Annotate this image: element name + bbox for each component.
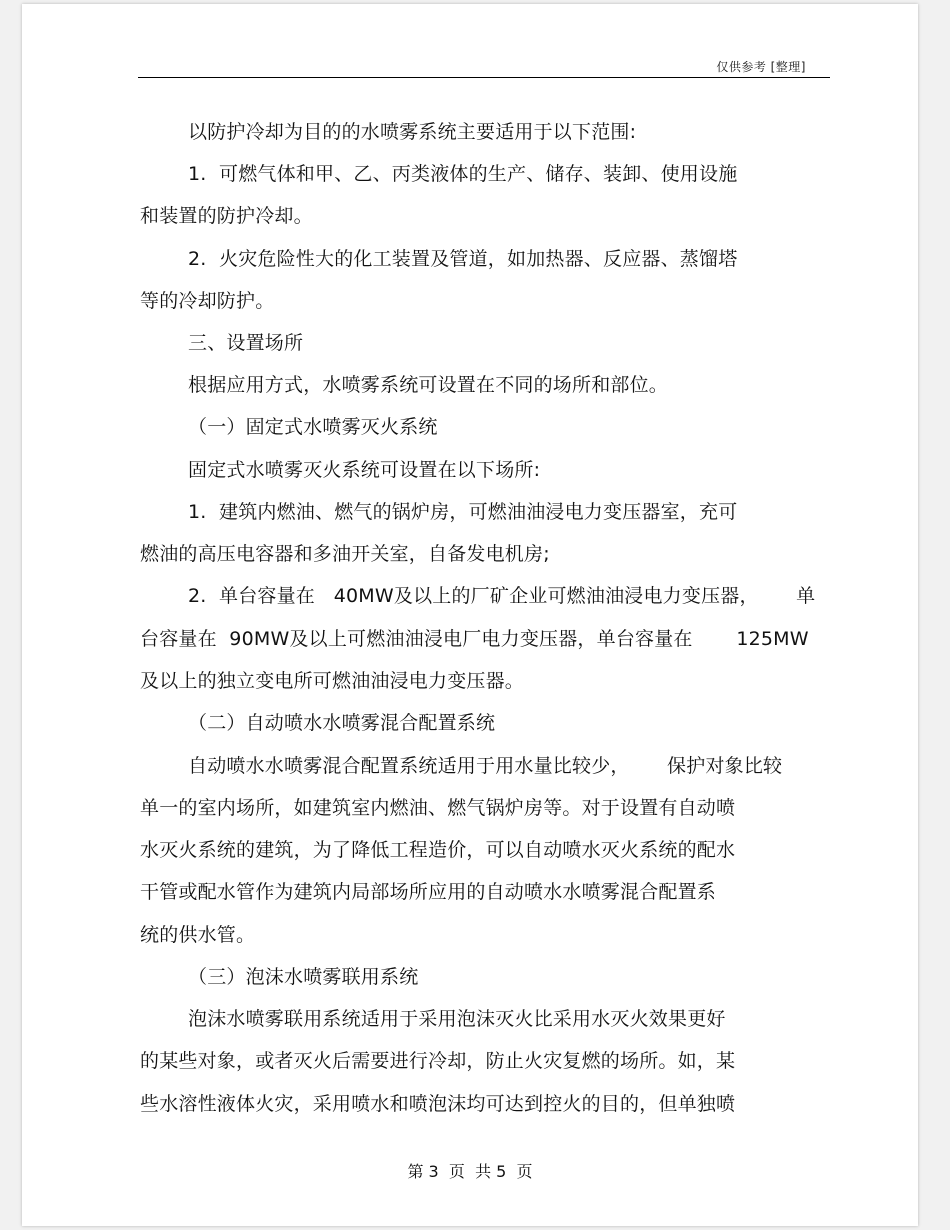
paragraph-line: 自动喷水水喷雾混合配置系统适用于用水量比较少， 保护对象比较	[188, 755, 783, 777]
paragraph-line: 和装置的防护冷却。	[140, 205, 313, 227]
subsection-heading: （一）固定式水喷雾灭火系统	[188, 416, 438, 438]
header-rule	[138, 77, 830, 78]
paragraph-line: 燃油的高压电容器和多油开关室，自备发电机房;	[140, 543, 550, 565]
paragraph-line: 泡沫水喷雾联用系统适用于采用泡沫灭火比采用水灭火效果更好	[188, 1008, 726, 1030]
paragraph-line: 水灭火系统的建筑，为了降低工程造价，可以自动喷水灭火系统的配水	[140, 839, 736, 861]
paragraph-line: 1. 建筑内燃油、燃气的锅炉房，可燃油油浸电力变压器室，充可	[188, 501, 738, 523]
paragraph-line: 2. 火灾危险性大的化工装置及管道，如加热器、反应器、蒸馏塔	[188, 248, 738, 270]
paragraph-line: 等的冷却防护。	[140, 290, 275, 312]
paragraph-line: 以防护冷却为目的的水喷雾系统主要适用于以下范围:	[188, 121, 637, 143]
paragraph-line: 干管或配水管作为建筑内局部场所应用的自动喷水水喷雾混合配置系	[140, 881, 717, 903]
document-page	[22, 4, 918, 1226]
paragraph-line: 根据应用方式，水喷雾系统可设置在不同的场所和部位。	[188, 374, 669, 396]
paragraph-line: 固定式水喷雾灭火系统可设置在以下场所:	[188, 459, 541, 481]
paragraph-line: 1. 可燃气体和甲、乙、丙类液体的生产、储存、装卸、使用设施	[188, 163, 738, 185]
paragraph-line: 单一的室内场所，如建筑室内燃油、燃气锅炉房等。对于设置有自动喷	[140, 797, 736, 819]
paragraph-line: 统的供水管。	[140, 924, 256, 946]
subsection-heading: （三）泡沫水喷雾联用系统	[188, 966, 419, 988]
paragraph-line: 的某些对象，或者灭火后需要进行冷却，防止火灾复燃的场所。如，某	[140, 1050, 736, 1072]
paragraph-line: 些水溶性液体火灾，采用喷水和喷泡沫均可达到控火的目的，但单独喷	[140, 1093, 736, 1115]
paragraph-line: 2. 单台容量在 40MW及以上的厂矿企业可燃油油浸电力变压器， 单	[188, 585, 816, 607]
subsection-heading: （二）自动喷水水喷雾混合配置系统	[188, 712, 496, 734]
paragraph-line: 台容量在 90MW及以上可燃油油浸电厂电力变压器，单台容量在 125MW	[140, 628, 809, 650]
section-heading: 三、设置场所	[188, 332, 304, 354]
paragraph-line: 及以上的独立变电所可燃油油浸电力变压器。	[140, 670, 525, 692]
page-number-footer: 第 3 页 共 5 页	[407, 1162, 533, 1181]
header-note: 仅供参考 [整理]	[716, 60, 806, 74]
